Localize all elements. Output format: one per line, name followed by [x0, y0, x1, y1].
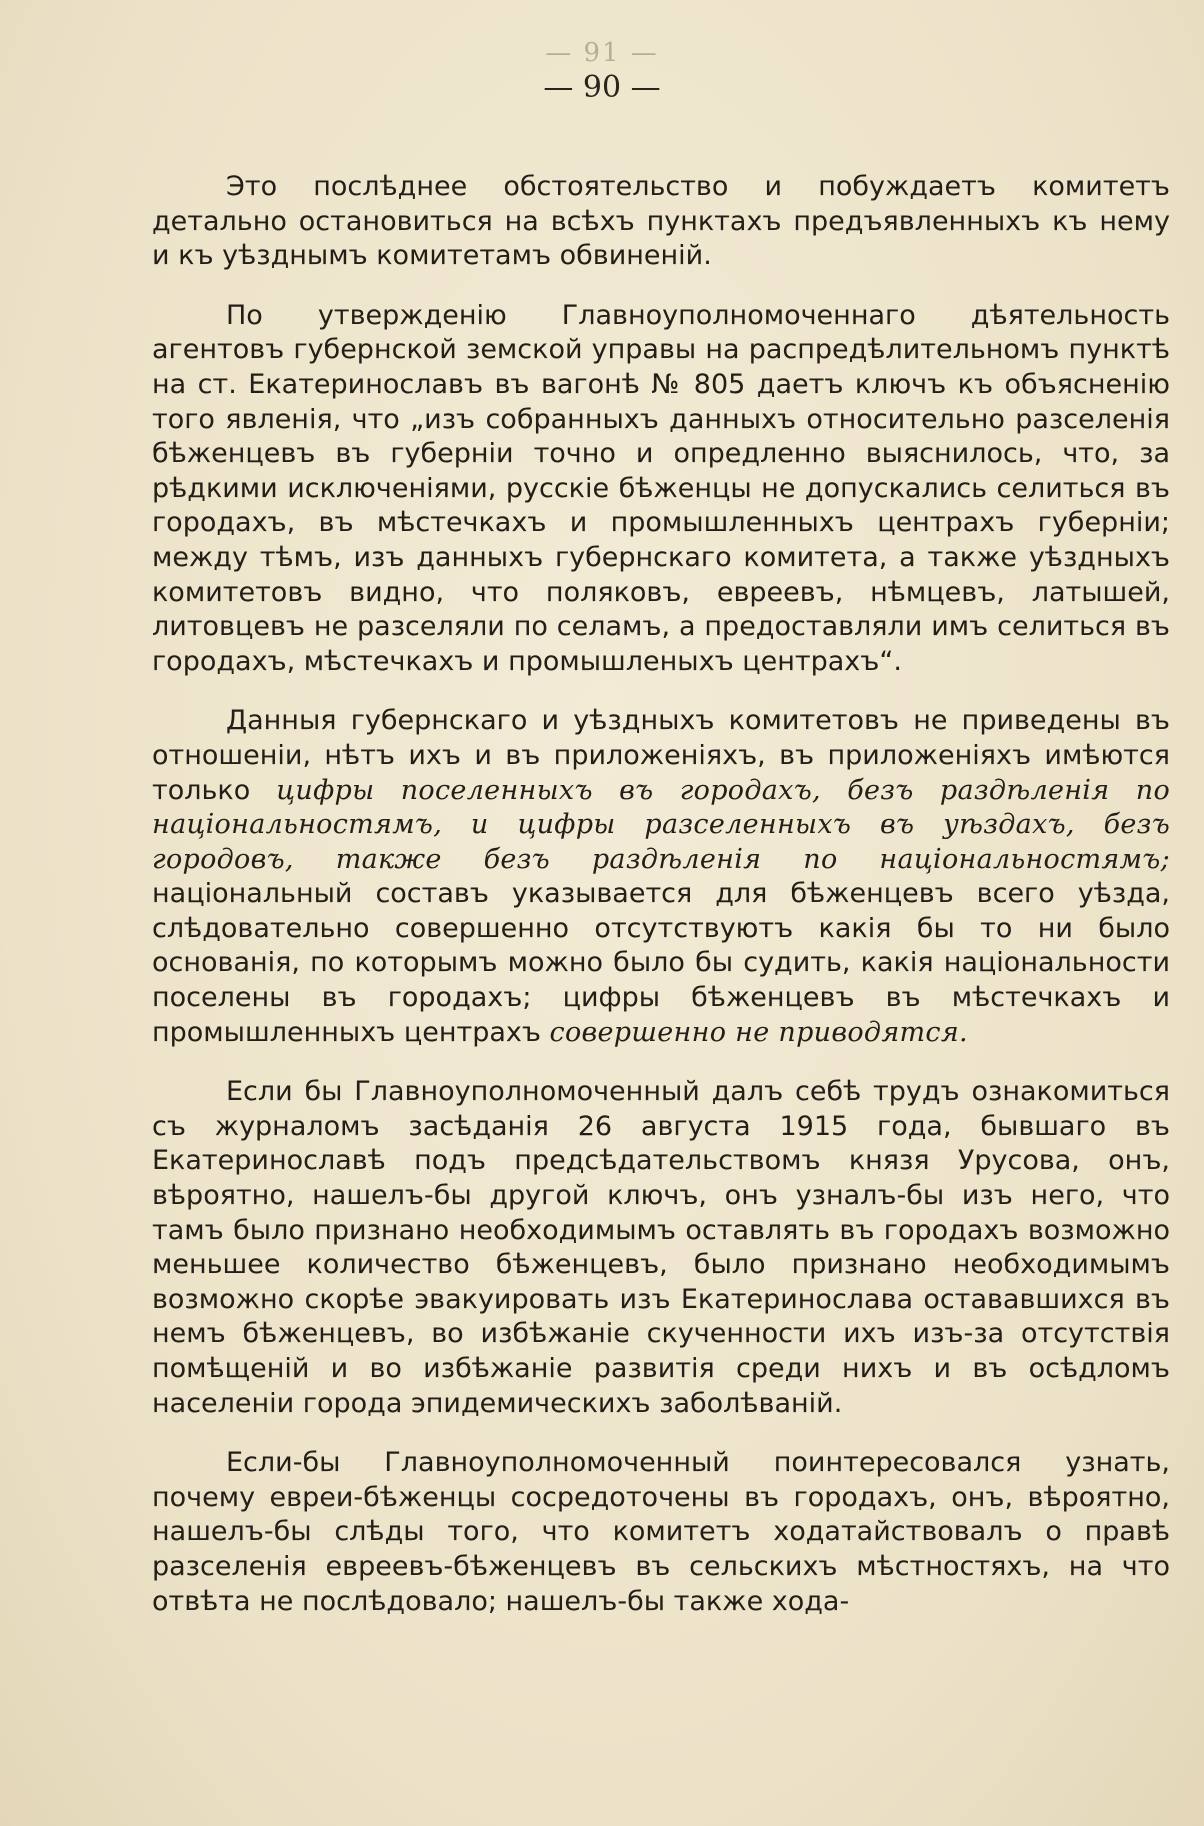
emphasized-text-run: цифры поселенныхъ въ городахъ, безъ раздѣленія по національностямъ, и цифры разселенныхъ въ уѣздахъ, безъ городовъ, также безъ раздѣленія по національностямъ; — [152, 774, 1170, 875]
body-text — [152, 170, 1170, 1619]
text-run: Если бы Главноуполномоченный далъ себѣ трудъ ознакомиться съ журналомъ засѣданія 26 августа 1915 года, бывшаго въ Екатеринославѣ подъ предсѣдательствомъ князя Урусова, онъ, вѣроятно, нашелъ-бы другой ключъ, онъ узналъ-бы изъ него, что тамъ было признано необходимымъ оставлять въ городахъ возможно меньшее количество бѣженцевъ, было признано необходимымъ возможно скорѣе эвакуировать изъ Екатеринослава остававшихся въ немъ бѣженцевъ, во избѣжаніе скученности ихъ изъ-за отсутствія помѣщеній и во избѣжаніе развитія среди нихъ и въ осѣдломъ населеніи города эпидемическихъ заболѣваній. — [152, 1076, 1170, 1419]
paragraph — [152, 704, 1170, 1050]
text-run: Данныя губернскаго и уѣздныхъ комитетовъ не приведены въ отношеніи, нѣтъ ихъ и въ приложеніяхъ, въ приложеніяхъ имѣются только — [152, 705, 1170, 806]
text-run: Это послѣднее обстоятельство и побуждаетъ комитетъ детально остановиться на всѣхъ пунктахъ предъявленныхъ къ нему и къ уѣзднымъ комитетамъ обвиненій. — [152, 171, 1170, 272]
paragraph — [152, 299, 1170, 680]
text-run: По утвержденію Главноуполномоченнаго дѣятельность агентовъ губернской земской управы на распредѣлительномъ пунктѣ на ст. Екатеринославъ въ вагонѣ № 805 даетъ ключъ къ объясненію того явленія, что „изъ собранныхъ данныхъ относительно разселенія бѣженцевъ въ губерніи точно и опредленно выяснилось, что, за рѣдкими исключеніями, русскіе бѣженцы не допускались селиться въ городахъ, въ мѣстечкахъ и промышленныхъ центрахъ губерніи; между тѣмъ, изъ данныхъ губернскаго комитета, а также уѣздныхъ комитетовъ видно, что поляковъ, евреевъ, нѣмцевъ, латышей, литовцевъ не разселяли по селамъ, а предоставляли имъ селиться въ городахъ, мѣстечкахъ и промышленыхъ центрахъ“. — [152, 299, 1170, 677]
paragraph — [152, 170, 1170, 274]
paragraph — [152, 1446, 1170, 1619]
text-run: Если-бы Главноуполномоченный поинтересовался узнать, почему евреи-бѣженцы сосредоточены въ городахъ, онъ, вѣроятно, нашелъ-бы слѣды того, что комитетъ ходатайствовалъ о правѣ разселенія евреевъ-бѣженцевъ въ сельскихъ мѣстностяхъ, на что отвѣта не послѣдовало; нашелъ-бы также хода- — [152, 1447, 1170, 1617]
text-run: національный составъ указывается для бѣженцевъ всего уѣзда, слѣдовательно совершенно отсутствуютъ какія бы то ни было основанія, по которымъ можно было бы судить, какія національности поселены въ городахъ; цифры бѣженцевъ въ мѣстечкахъ и промышленныхъ центрахъ — [152, 878, 1170, 1048]
bleed-through-page-number: — 91 — — [545, 38, 659, 68]
emphasized-text-run: совершенно не приводятся. — [549, 1016, 968, 1048]
paragraph — [152, 1075, 1170, 1421]
page-number: — 90 — — [543, 70, 661, 105]
